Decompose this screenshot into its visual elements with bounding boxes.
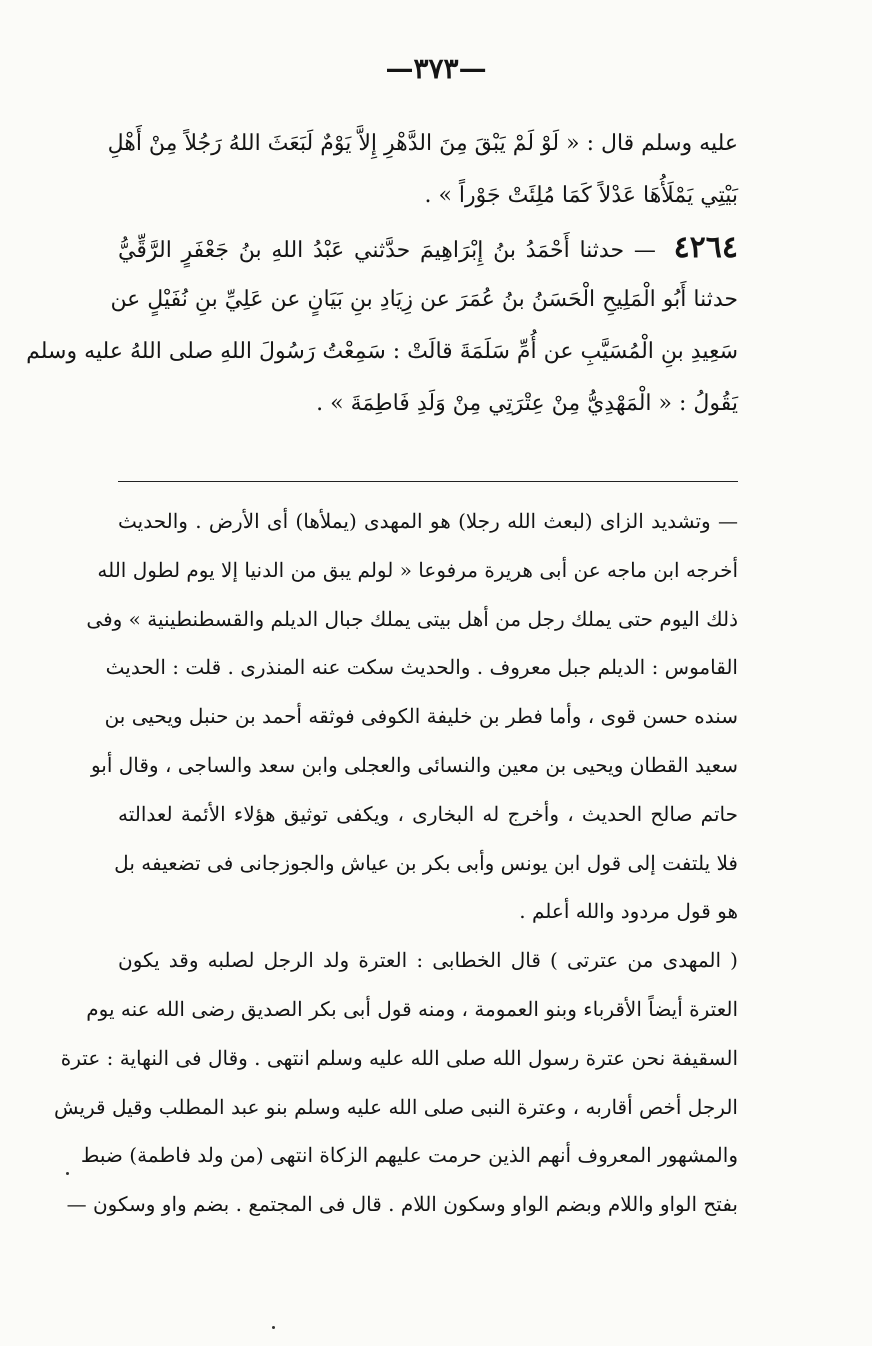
commentary-line: هو قول مردود والله أعلم . bbox=[519, 899, 738, 924]
commentary-line: ( المهدى من عترتى ) قال الخطابى : العترة ولد الرجل لصلبه وقد يكون bbox=[118, 948, 738, 973]
commentary-line: أخرجه ابن ماجه عن أبى هريرة مرفوعا « لولم يبق من الدنيا إلا يوم لطول الله bbox=[97, 557, 738, 582]
commentary-line: — وتشديد الزاى (لبعث الله رجلا) هو المهدى (يملأها) أى الأرض . والحديث bbox=[118, 509, 738, 533]
commentary-line: حاتم صالح الحديث ، وأخرج له البخارى ، ويكفى توثيق هؤلاء الأئمة لعدالته bbox=[118, 801, 738, 826]
hadith-number-dash: — bbox=[633, 238, 656, 263]
hadith-line: يَقُولُ : « الْمَهْدِيُّ مِنْ عِتْرَتِي مِنْ وَلَدِ فَاطِمَةَ » . bbox=[316, 391, 738, 416]
commentary-line: السقيفة نحن عترة رسول الله صلى الله عليه وسلم انتهى . وقال فى النهاية : عترة bbox=[60, 1045, 738, 1070]
hadith-line: بَيْتِي يَمْلَأُهَا عَدْلاً كَمَا مُلِئَتْ جَوْراً » . bbox=[424, 183, 738, 208]
hadith-line: سَعِيدِ بنِ الْمُسَيَّبِ عن أُمِّ سَلَمَةَ قالَتْ : سَمِعْتُ رَسُولَ اللهِ صلى اللهُ عليه وسلم bbox=[26, 339, 738, 364]
commentary-line: القاموس : الديلم جبل معروف . والحديث سكت عنه المنذرى . قلت : الحديث bbox=[105, 655, 738, 680]
page-number: —٣٧٣— bbox=[385, 52, 487, 85]
hadith-line: حدثنا أَبُو الْمَلِيحِ الْحَسَنُ بنُ عُمَرَ عن زِيَادِ بنِ بَيَانٍ عن عَلِيِّ بنِ نُفَيْلٍ عن bbox=[110, 287, 738, 312]
hadith-line: حدثنا أَحْمَدُ بنُ إِبْرَاهِيمَ حدَّثني عَبْدُ اللهِ بنُ جَعْفَرٍ الرَّقِّيُّ bbox=[118, 238, 625, 263]
scan-speck bbox=[66, 1172, 69, 1175]
commentary-line: فلا يلتفت إلى قول ابن يونس وأبى بكر بن عياش والجوزجانى فى تضعيفه بل bbox=[114, 850, 738, 875]
hadith-text-block bbox=[26, 118, 739, 430]
commentary-line: والمشهور المعروف أنهم الذين حرمت عليهم الزكاة انتهى (من ولد فاطمة) ضبط bbox=[80, 1143, 738, 1168]
commentary-text-block bbox=[53, 497, 738, 1229]
footnote-separator-rule bbox=[118, 481, 738, 482]
hadith-number: ٤٢٦٤ bbox=[673, 230, 739, 265]
hadith-line: عليه وسلم قال : « لَوْ لَمْ يَبْقَ مِنَ الدَّهْرِ إِلاَّ يَوْمٌ لَبَعَثَ اللهُ رَجُلاً مِنْ أَهْلِ bbox=[107, 131, 738, 156]
commentary-line: سعيد القطان ويحيى بن معين والنسائى والعجلى وابن سعد والساجى ، وقال أبو bbox=[90, 752, 738, 777]
commentary-line: سنده حسن قوى ، وأما فطر بن خليفة الكوفى فوثقه أحمد بن حنبل ويحيى بن bbox=[104, 704, 738, 729]
commentary-line: الرجل أخص أقاربه ، وعترة النبى صلى الله عليه وسلم بنو عبد المطلب وقيل قريش bbox=[53, 1094, 738, 1119]
hadith-line-numbered bbox=[118, 222, 738, 274]
commentary-line: العترة أيضاً الأقرباء وبنو العمومة ، ومنه قول أبى بكر الصديق رضى الله عنه يوم bbox=[86, 996, 738, 1021]
commentary-line: ذلك اليوم حتى يملك رجل من أهل بيتى يملك جبال الديلم والقسطنطينية » وفى bbox=[86, 606, 738, 631]
scan-speck bbox=[272, 1326, 275, 1329]
commentary-line: بفتح الواو واللام وبضم الواو وسكون اللام . قال فى المجتمع . بضم واو وسكون — bbox=[66, 1192, 738, 1217]
